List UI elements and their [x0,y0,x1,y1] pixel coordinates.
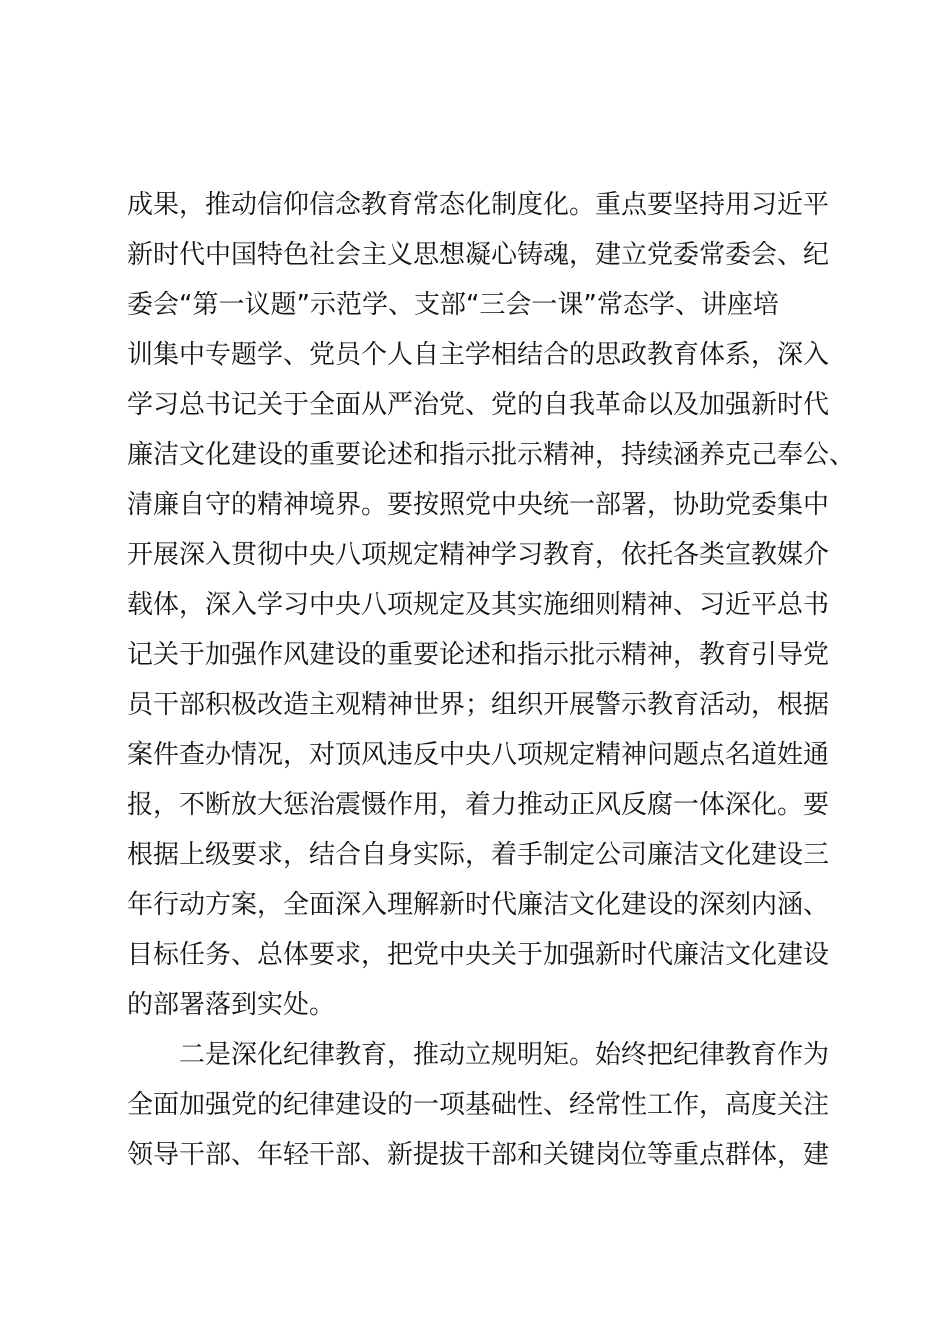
text-line: 的部署落到实处。 [127,990,336,1020]
document-body [127,180,856,1180]
text-line: 根据上级要求，结合自身实际，着手制定公司廉洁文化建设三 [127,840,830,870]
text-line: 新时代中国特色社会主义思想凝心铸魂，建立党委常委会、纪 [127,240,830,270]
text-line: 委会“第一议题”示范学、支部“三会一课”常态学、讲座培 [127,290,779,320]
text-line: 清廉自守的精神境界。要按照党中央统一部署，协助党委集中 [127,490,830,520]
text-line: 案件查办情况，对顶风违反中央八项规定精神问题点名道姓通 [127,740,830,770]
text-line: 记关于加强作风建设的重要论述和指示批示精神，教育引导党 [127,640,830,670]
text-line: 廉洁文化建设的重要论述和指示批示精神，持续涵养克己奉公、 [127,440,856,470]
text-line: 开展深入贯彻中央八项规定精神学习教育，依托各类宣教媒介 [127,540,830,570]
text-line: 员干部积极改造主观精神世界；组织开展警示教育活动，根据 [127,690,830,720]
text-line: 训集中专题学、党员个人自主学相结合的思政教育体系，深入 [127,340,830,370]
text-line: 学习总书记关于全面从严治党、党的自我革命以及加强新时代 [127,390,830,420]
text-line: 年行动方案，全面深入理解新时代廉洁文化建设的深刻内涵、 [127,890,830,920]
text-line: 报，不断放大惩治震慑作用，着力推动正风反腐一体深化。要 [127,790,830,820]
text-line: 目标任务、总体要求，把党中央关于加强新时代廉洁文化建设 [127,940,830,970]
text-line: 载体，深入学习中央八项规定及其实施细则精神、习近平总书 [127,590,830,620]
text-line: 全面加强党的纪律建设的一项基础性、经常性工作，高度关注 [127,1090,830,1120]
text-line: 领导干部、年轻干部、新提拔干部和关键岗位等重点群体，建 [127,1140,830,1170]
paragraph-first-line: 二是深化纪律教育，推动立规明矩。始终把纪律教育作为 [127,1040,830,1070]
text-line: 成果，推动信仰信念教育常态化制度化。重点要坚持用习近平 [127,190,830,220]
